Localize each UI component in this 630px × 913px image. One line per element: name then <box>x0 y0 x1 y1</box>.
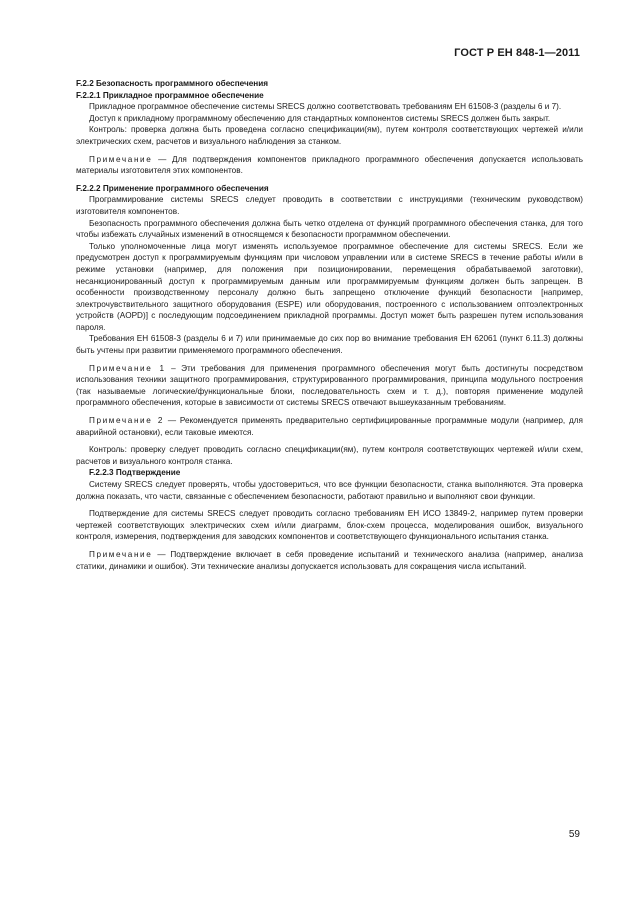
note-text: — Для подтверждения компонентов прикладного программного обеспечения допускается использовать материалы изготовителя этих компонентов. <box>76 154 583 176</box>
note-text: — Подтверждение включает в себя проведение испытаний и технического анализа (например, анализа статики, динамики и ошибок). Эти технические анализы допускается использовать для сокращения числа испытаний. <box>76 549 583 571</box>
note-text: — Рекомендуется применять предварительно сертифицированные программные модули (например, для аварийной остановки), если таковые имеются. <box>76 416 583 437</box>
paragraph: Подтверждение для системы SRECS следует проводить согласно требованиям ЕН ИСО 13849-2, например путем проверки чертежей соответствующих электрических схем и/или диаграмм, блок-схем процесса, моделирования ошибок, визуального контроля, измерения, подтверждения для заводских компонентов и соответствующего функционального испытания станка. <box>76 509 583 542</box>
document-body <box>76 78 583 578</box>
paragraph: Контроль: проверка должна быть проведена согласно спецификации(ям), путем контроля соответствующих чертежей и/или электрических схем, расчетов и визуального наблюдения за станком. <box>76 125 583 146</box>
note <box>76 415 583 438</box>
note-label: Примечание <box>89 154 153 164</box>
subsection-heading: F.2.2.3 Подтверждение <box>89 468 181 478</box>
paragraph: Систему SRECS следует проверять, чтобы удостовериться, что все функции безопасности, станка выполняются. Эта проверка должна показать, что части, связанные с обеспечением безопасности, работают правильно и выполняют свои функции. <box>76 480 583 501</box>
note <box>76 154 583 177</box>
section-heading: F.2.2 Безопасность программного обеспечения <box>76 79 269 88</box>
paragraph: Программирование системы SRECS следует проводить в соответствии с инструкциями (техническим руководством) изготовителя компонентов. <box>76 195 583 216</box>
paragraph: Прикладное программное обеспечение системы SRECS должно соответствовать требованиям ЕН 61508-3 (разделы 6 и 7). <box>89 102 562 112</box>
note-label: Примечание 2 <box>89 416 164 426</box>
document-header: ГОСТ Р ЕН 848-1—2011 <box>454 47 580 59</box>
paragraph: Контроль: проверку следует проводить согласно спецификации(ям), путем контроля соответствующих чертежей и/или схем, расчетов и визуального контроля станка. <box>76 445 583 466</box>
subsection-heading: F.2.2.1 Прикладное программное обеспечение <box>76 90 264 100</box>
paragraph: Доступ к прикладному программному обеспечению для стандартных компонентов системы SRECS должен быть закрыт. <box>89 113 551 123</box>
note-label: Примечание 1 <box>89 363 166 373</box>
paragraph: Требования ЕН 61508-3 (разделы 6 и 7) или принимаемые до сих пор во внимание требования ЕН 62061 (пункт 6.11.3) должны быть учтены при развитии применяемого программного обеспечения. <box>76 334 583 356</box>
page-number: 59 <box>568 829 580 840</box>
note <box>76 549 583 572</box>
note <box>76 363 583 409</box>
paragraph: Только уполномоченные лица могут изменять используемое программное обеспечение для системы SRECS. Если же предусмотрен доступ к программируемым функциям при числовом управлении или в системе SRECS в течение работы и/или в режиме установки (например, для положения при позиционировании, перемещения обрабатываемой заготовки), несанкционированный доступ к программируемым данным или программируемым функциям должен быть запрещен. В особенности производственному персоналу должно быть запрещено отключение функций безопасности [например, электрочувствительного защитного оборудования (ESPE) или оборудования, построенного с использованием оптоэлектронных устройств (AOPD)] с последующим подсоединением прикладной программы. Доступ может быть разрешен путем использования пароля. <box>76 241 583 332</box>
subsection-heading: F.2.2.2 Применение программного обеспечения <box>76 183 269 193</box>
note-text: – Эти требования для применения программного обеспечения могут быть достигнуты посредством использования техники защитного программирования, структурированного программирования, принципа модульного построения (так называемые логические/функциональные блоки, последовательность схем и т. д.), повторяя применение модулей программного обеспечения, которые в зависимости от системы SRECS отвечают вышеуказанным требованиям. <box>76 363 583 408</box>
note-label: Примечание <box>89 549 153 559</box>
paragraph: Безопасность программного обеспечения должна быть четко отделена от функций программного обеспечения станка, для того чтобы избежать случайных изменений в относящемся к безопасности программном обеспечении. <box>76 218 583 240</box>
